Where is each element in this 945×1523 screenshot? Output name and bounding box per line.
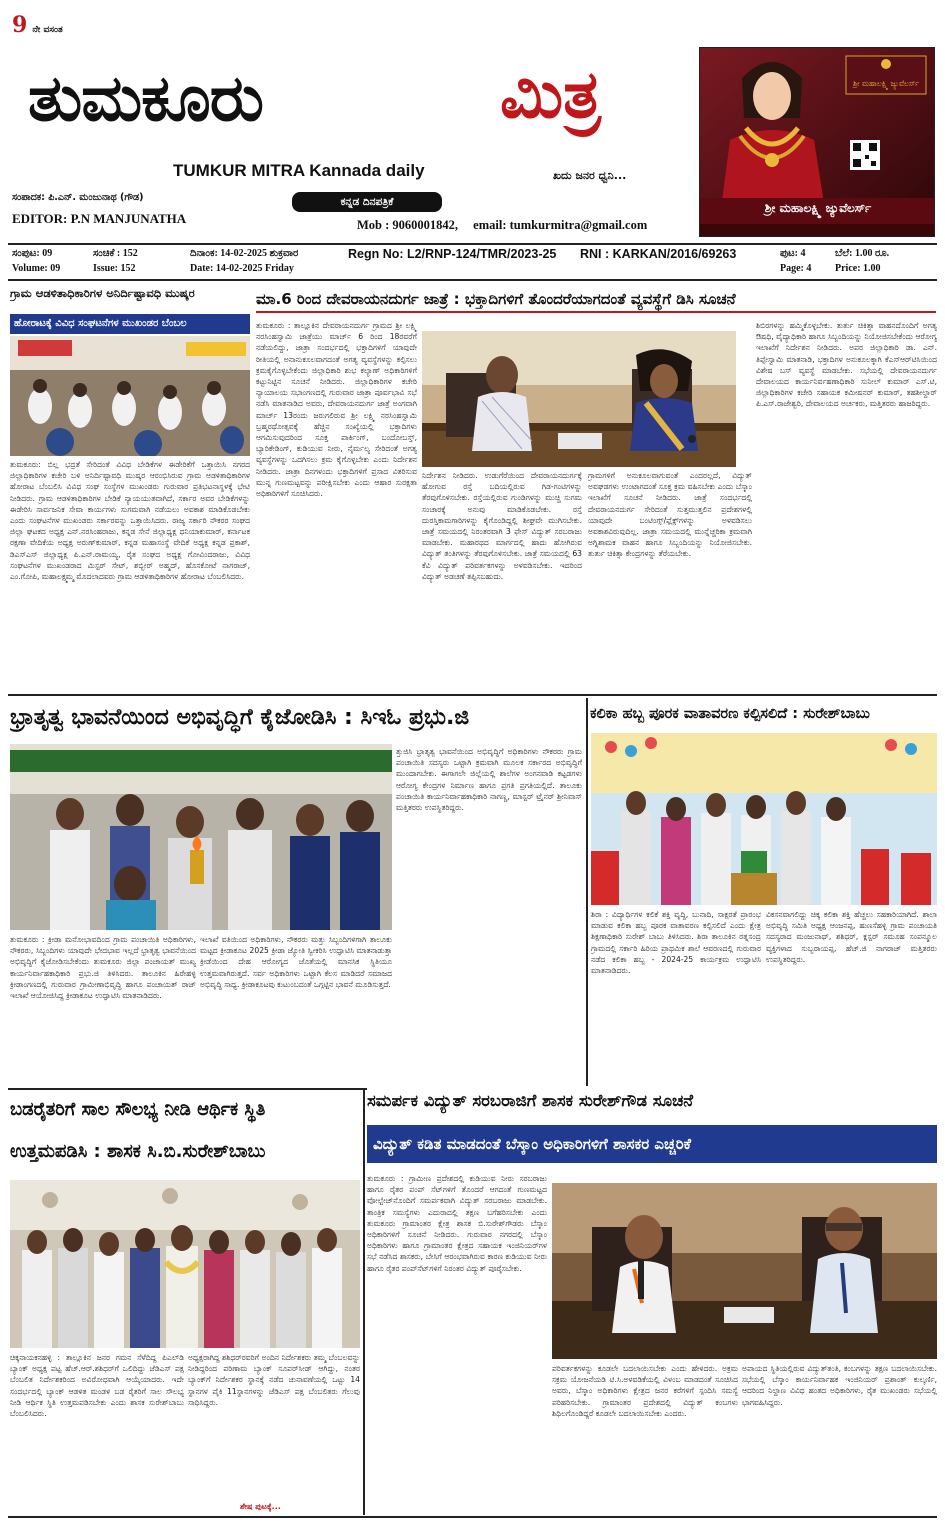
story5-group-photo [10,1180,360,1348]
date-english: Date: 14-02-2025 Friday [190,263,294,274]
rni-number: RNI : KARKAN/2016/69263 [580,247,737,261]
story2-col4: ಶಿಬಿರಗಳನ್ನು ಹಮ್ಮಿಕೊಳ್ಳಬೇಕು. ತುರ್ತು ಚಿಕಿತ್ಸಾ ವಾಹನದೊಂದಿಗೆ ಅಗತ್ಯ ಔಷಧಿ, ವೈದ್ಯಾಧಿಕಾರಿ ಹಾಗೂ ಸಿಬ್ಬಂದಿಯನ್ನು ನಿಯೋಜಿಸಬೇಕೆಂದು ಆರೋಗ್ಯ ಇಲಾಖೆಗೆ ನಿರ್ದೇಶನ ನೀಡಿದರು. ಅಪರ ಜಿಲ್ಲಾಧಿಕಾರಿ ಡಾ. ಎನ್. ತಿಪ್ಪೇಸ್ವಾಮಿ ಮಾತನಾಡಿ, ಭಕ್ತಾದಿಗಳ ಅನುಕೂಲಕ್ಕಾಗಿ ಕೆಎಸ್‌ಆರ್‌ಟಿಸಿಯಿಂದ ವಿಶೇಷ ಬಸ್ ವ್ಯವಸ್ಥೆ ಮಾಡಬೇಕು. ಸಭೆಯಲ್ಲಿ ದೇವರಾಯನದುರ್ಗ ದೇವಾಲಯದ ಕಾರ್ಯನಿರ್ವಹಣಾಧಿಕಾರಿ ಸುನೀಲ್ ಕುಮಾರ್ ಎಸ್.ಟಿ, ಜಿಲ್ಲಾಧಿಕಾರಿಗಳ ಕಚೇರಿ ಸಹಾಯಕ ಕಮೀಷನರ್ ಕುಮಾರ್, ತಹಶೀಲ್ದಾರ್ ಪಿ.ಎಸ್.ರಾಜೇಶ್ವರಿ, ದೇವಾಲಯದ ಅರ್ಚಕರು, ಮತ್ತಿತರರು ಹಾಜರಿದ್ದರು. [756,321,937,409]
story2-headline: ಮಾ.6 ರಿಂದ ದೇವರಾಯನದುರ್ಗ ಜಾತ್ರೆ : ಭಕ್ತಾದಿಗಳಿಗೆ ತೊಂದರೆಯಾಗದಂತೆ ವ್ಯವಸ್ಥೆಗೆ ಡಿಸಿ ಸೂಚನೆ [256,285,936,313]
story3-col2: ಇಲಾಖೆ ವತಿಯಿಂದ ಅಧಿಕಾರಿಗಳು, ನೌಕರರು ಮತ್ತು ಸಿಬ್ಬಂದಿಗಳಿಗಾಗಿ ತಾಲೂಕು ಮಟ್ಟದ ಕ್ರೀಡಾಕೂಟ 2025 ಕ್ರೀಡಾ ಜ್ಯೋತಿ ಸ್ವೀಕರಿಸಿ ಉದ್ಘಾಟಿಸಿ ಮಾತನಾಡುತ್ತಾ ಕ್ರೀಡೆಯಿಂದ ದೇಹ ಆರೋಗ್ಯದ ಜೊತೆಯಲ್ಲಿ ಮಾನಸಿಕ ಸ್ಥಿತಿಯೂ ಉತ್ತಮವಾಗಿರುತ್ತದೆ. ಸರ್ವ ಅಧಿಕಾರಿಗಳು ಒಟ್ಟಾಗಿ ಕೆಲಸ ಮಾಡಿದರೆ ಸಮಾಜದ ಅಭಿವೃದ್ಧಿ ಸಾಧ್ಯ. ಕ್ರೀಡಾಕೂಟವು ಕುಟುಂಬದಂತೆ ಒಗ್ಗಟ್ಟಿನ ಭಾವನೆ ಮೂಡಿಸುತ್ತದೆ. [200,935,392,989]
email-address: email: tumkurmitra@gmail.com [473,218,648,232]
story5-col1: ಚಿಕ್ಕನಾಯಕನಹಳ್ಳಿ : ತಾಲ್ಲೂಕಿನ ಜನರ ಗಮನ ಸೆಳೆದಿದ್ದ ಪಿಎಲ್‌ಡಿ ಬ್ಯಾಂಕ್ ಅಧ್ಯಕ್ಷ ಪಟ್ಟ ಹೆಚ್.ಆರ್.ಶಶಿಧರ್‌ಗೆ ಒಲಿದಿದ್ದು ಜೆಡಿಎಸ್ ಪಕ್ಷ ಬೆಂಬಲಿತ ನಿರ್ದೇಶಕರಿಂದ ಅವಿರೋಧವಾಗಿ ಆಯ್ಕೆಯಾದರು. ಇದೇ ಸಂದರ್ಭದಲ್ಲಿ ಬ್ಯಾಂಕ್ ಆಡಳಿತ ಮಂಡಳಿ ಬಡ ರೈತರಿಗೆ ಸಾಲ ಸೌಲಭ್ಯ ನೀಡಿ ಆರ್ಥಿಕ ಸ್ಥಿತಿ ಉತ್ತಮಪಡಿಸಬೇಕು ಎಂದು ಶಾಸಕ ಸುರೇಶ್‌ಬಾಬು ಬೆಂಬಲಿಸಿದರು. [10,1353,184,1419]
issue-english: Issue: 152 [93,263,136,274]
story3-col3: ತ್ತುಜಿಸಿ ಭ್ರಾತೃತ್ವ ಭಾವನೆಯಿಂದ ಅಭಿವೃದ್ಧಿಗೆ ಅಧಿಕಾರಿಗಳು ನೌಕರರು ಗ್ರಾಮ ಪಂಚಾಯಿತಿ ಸದಸ್ಯರು ಒಟ್ಟಾಗಿ ಕ್ರಮವಾಗಿ ಮೂಲಕ ಸರ್ಕಾರದ ಅಭಿವೃದ್ಧಿಗೆ ಮುಂದಾಗಬೇಕು. ಈಗಾಗಲೇ ಜಿಲ್ಲೆಯಲ್ಲಿ ಶಾಲೆಗಳ ಅಂಗನವಾಡಿ ಕಟ್ಟಡಗಳು ಆರೋಗ್ಯ ಕೇಂದ್ರಗಳ ನಿರ್ಮಾಣ ಹಾಗೂ ಪ್ರಗತಿ ಪ್ರಗತಿಯಲ್ಲಿದೆ. ತಾಲೂಕು ಪಂಚಾಯಿತಿ ಕಾರ್ಯನಿರ್ವಾಹಕಾಧಿಕಾರಿ ನಾಗಣ್ಣ, ಮಾಸ್ಟರ್ ಟ್ರೈನರ್ ಶ್ರೀನಿವಾಸ್ ಮತ್ತಿತರರು ಉಪಸ್ಥಿತರಿದ್ದರು. [396,747,582,813]
editor-english: EDITOR: P.N MANJUNATHA [12,211,187,226]
edition-word: ನೇ ವಸಂತ [32,25,63,35]
story6-col2: ಪರಿವರ್ತಕಗಳನ್ನು ಕೂಡಲೇ ಬದಲಾಯಿಸಬೇಕು ಎಂದು ಹೇಳಿದರು. ಅಕ್ರಮ ಸಕ್ರಮ ಯೋಜನೆಯಡಿ ಟಿ.ಸಿ.ಅಳವಡಿಕೆಯಲ್ಲಿ ವಿಳಂಬ ಮಾಡದಂತೆ ಸೂಚಿಸಿದ ಅವರು, ಬೆಸ್ಕಾಂ ಅಧಿಕಾರಿಗಳು ಕ್ಷೇತ್ರದ ಜನರ ಕರೆಗಳಿಗೆ ಸ್ಪಂದಿಸಿ ಸಮಸ್ಯೆ ಪರಿಹರಿಸಬೇಕು. ಗ್ರಾಮಾಂತರ ಪ್ರದೇಶದಲ್ಲಿ ವಿದ್ಯುತ್ ಕಂಬಗಳು ಶಿಥಿಲಗೊಂಡಿದ್ದರೆ ಕೂಡಲೇ ಬದಲಾಯಿಸಬೇಕು ಎಂದರು. [552,1364,738,1418]
story6-headline: ಸಮರ್ಪಕ ವಿದ್ಯುತ್ ಸರಬರಾಜಿಗೆ ಶಾಸಕ ಸುರೇಶ್‌ಗೌಡ ಸೂಚನೆ [367,1086,937,1116]
story2-col2: ನಿರ್ದೇಶನ ನೀಡಿದರು. ಉಡುಗೆರೆಯಿಂದ ದೇವರಾಯನದುರ್ಗಕ್ಕೆ ಹೋಗುವ ರಸ್ತೆ ಬದಿಯಲ್ಲಿರುವ ಗಿಡ-ಗಂಟಿಗಳನ್ನು ತೆರವುಗೊಳಿಸಬೇಕು. ರಸ್ತೆಯಲ್ಲಿರುವ ಗುಂಡಿಗಳನ್ನು ಮುಚ್ಚಿ ಸುಗಮ ಸಂಚಾರಕ್ಕೆ ಅನುವು ಮಾಡಿಕೊಡಬೇಕು. ರಸ್ತೆ ದುರಸ್ತಿಕಾಮಗಾರಿಗಳನ್ನು ಕೈಗೊಂಡಿದ್ದಲ್ಲಿ ಶೀಘ್ರವೇ ಮುಗಿಸಬೇಕು. ಜಾತ್ರೆ ಸಮಯದಲ್ಲಿ ನಿರಂತರವಾಗಿ 3 ಫೇಸ್ ವಿದ್ಯುತ್ ಸರಬರಾಜು ಮಾಡಬೇಕು. ಮಹಾರಥದ ಮಾರ್ಗದಲ್ಲಿ ಹಾದು ಹೋಗಿರುವ ವಿದ್ಯುತ್ ತಂತಿಗಳನ್ನು ತೆರವುಗೊಳಿಸಬೇಕು. ಜಾತ್ರೆ ಸಮಯದಲ್ಲಿ 63 ಕೆವಿ ವಿದ್ಯುತ್ ಪರಿವರ್ತಕಗಳನ್ನು ಅಳವಡಿಸಬೇಕು. ಇದರಿಂದ ವಿದ್ಯುತ್ ಅಡಚಣೆ ತಪ್ಪಿಸಬಹುದು. [422,471,582,581]
story3-headline: ಭ್ರಾತೃತ್ವ ಭಾವನೆಯಿಂದ ಅಭಿವೃದ್ಧಿಗೆ ಕೈಜೋಡಿಸಿ : ಸಿಇಓ ಪ್ರಭು.ಜಿ [10,698,582,738]
pages-kannada: ಪುಟ: 4 [780,248,806,259]
story5-continued: ಶೇಷ ಪುಟಕ್ಕೆ... [240,1502,281,1511]
contact-line [357,218,647,233]
registration-number: Regn No: L2/RNP-124/TMR/2023-25 [348,247,557,261]
story5-col2: ಅಧ್ಯಕ್ಷರಾಗಿದ್ದ ಶಶಿಧರ್‌ರವರಿಗೆ ಅಂದಿನ ನಿರ್ದೇಶಕರು ತಮ್ಮ ಬೆಂಬಲವನ್ನು ನೀಡಿದ್ದರಿಂದ ಪರಿಣಾಮ ಬ್ಯಾಂಕ್ ಸೂಪರ್‌ಸೀಡ್ ಆಗಿದ್ದು, ನಂತರ ಬ್ಯಾಂಕ್‌ಗೆ ನಿರ್ದೇಶಕರ ಸ್ಥಾನಕ್ಕೆ ನಡೆದ ಚುನಾವಣೆಯಲ್ಲಿ ಒಟ್ಟು 14 ಸ್ಥಾನಗಳ ಪೈಕಿ 11ಸ್ಥಾನಗಳನ್ನು ಜೆಡಿಎಸ್ ಪಕ್ಷ ಬೆಂಬಲಿತರು ಗೆಲುವು ಸಾಧಿಸಿದ್ದರು. [188,1353,360,1407]
story1-subhead: ಹೋರಾಟಕ್ಕೆ ವಿವಿಧ ಸಂಘಟನೆಗಳ ಮುಖಂಡರ ಬೆಂಬಲ [10,314,250,334]
story4-headline: ಕಲಿಕಾ ಹಬ್ಬ ಪೂರಕ ವಾತಾವರಣ ಕಲ್ಪಿಸಲಿದೆ : ಸುರೇಶ್‌ಬಾಬು [590,698,937,730]
story4-col2: ವಿಕಸನವಾಗಲಿದ್ದು ಚಿಕ್ಕ ಕಲಿಕಾ ಶಕ್ತಿ ಹೆಚ್ಚಲು ಸಹಕಾರಿಯಾಗಿದೆ. ಶಾಲಾ ಅಭಿವೃದ್ಧಿ ಸಮಿತಿ ಅಧ್ಯಕ್ಷ ಆಂಜನಪ್ಪ, ಹುಣಸೆಹಳ್ಳಿ ಗ್ರಾಮ ಪಂಚಾಯತಿ ಸದಸ್ಯರಾದ ಮಂಜುನಾಥ್, ಶಶಿಧರ್, ಕ್ಲಸ್ಟರ್ ಸಮೂಹ ಸಂಪನ್ಮೂಲ ವ್ಯಕ್ತಿಗಳಾದ ಸುಬ್ಬರಾಯಪ್ಪ, ಹೆಚ್.ಜಿ ನಾಗರಾಜ್ ಮತ್ತಿತರರು ಉಪಸ್ಥಿತರಿದ್ದರು. [766,910,937,964]
story3-sports-photo [10,744,392,930]
volume-kannada: ಸಂಪುಟ: 09 [12,248,53,259]
edition-marker [12,12,63,38]
story2-col1: ತುಮಕೂರು : ತಾಲ್ಲೂಕಿನ ದೇವರಾಯನದುರ್ಗ ಗ್ರಾಮದ ಶ್ರೀ ಲಕ್ಷ್ಮಿ ನರಸಿಂಹಸ್ವಾಮಿ ಜಾತ್ರೆಯು ಮಾರ್ಚ್ 6 ರಿಂದ 18ರವರೆಗೆ ನಡೆಯಲಿದ್ದು, ಜಾತ್ರಾ ಸಂದರ್ಭದಲ್ಲಿ ಭಕ್ತಾದಿಗಳಿಗೆ ಯಾವುದೇ ರೀತಿಯಲ್ಲಿ ಅನಾನುಕೂಲವಾಗದಂತೆ ಅಗತ್ಯ ವ್ಯವಸ್ಥೆಗಳನ್ನು ಕಲ್ಪಿಸಲು ಕ್ರಮಕೈಗೊಳ್ಳಬೇಕೆಂದು ಜಿಲ್ಲಾಧಿಕಾರಿ ಶುಭ ಕಲ್ಯಾಣ್ ಅಧಿಕಾರಿಗಳಿಗೆ ಕಟ್ಟುನಿಟ್ಟಿನ ಸೂಚನೆ ನೀಡಿದರು. ಜಿಲ್ಲಾಧಿಕಾರಿಗಳ ಕಚೇರಿ ನ್ಯಾಯಾಲಯ ಸಭಾಂಗಣದಲ್ಲಿ ಗುರುವಾರ ಜಾತ್ರಾ ಪೂರ್ವಭಾವಿ ಸಭೆ ನಡೆಸಿ ಮಾತನಾಡಿದ ಅವರು, ದೇವರಾಯನದುರ್ಗ ಜಾತ್ರೆ ಅಂಗವಾಗಿ ಮಾರ್ಚ್ 13ರಂದು ಜರುಗಲಿರುವ ಶ್ರೀ ಲಕ್ಷ್ಮಿ ನರಸಿಂಹಸ್ವಾಮಿ ಬ್ರಹ್ಮರಥೋತ್ಸವಕ್ಕೆ ಹೆಚ್ಚಿನ ಸಂಖ್ಯೆಯಲ್ಲಿ ಭಕ್ತಾದಿಗಳು ಆಗಮಿಸುವುದರಿಂದ ಸೂಕ್ತ ಪಾರ್ಕಿಂಗ್, ಬಂದೋಬಸ್ತ್, ಬ್ಯಾರಿಕೇಡಿಂಗ್, ಕುಡಿಯುವ ನೀರು, ನೈರ್ಮಲ್ಯ ಸೇರಿದಂತೆ ಅಗತ್ಯ ವ್ಯವಸ್ಥೆಗಳನ್ನು ಒದಗಿಸಲು ಕ್ರಮ ಕೈಗೊಳ್ಳಬೇಕು ಎಂದು ನಿರ್ದೇಶನ ನೀಡಿದರು. ಜಾತ್ರಾ ದಿನಗಳಂದು ಭಕ್ತಾದಿಗಳಿಗೆ ಪ್ರಸಾದ ವಿತರಿಸುವ ಮುನ್ನ ಗುಣಮಟ್ಟವನ್ನು ಪರೀಕ್ಷಿಸಬೇಕು ಎಂದು ಆಹಾರ ಸುರಕ್ಷತಾ ಅಧಿಕಾರಿಗಳಿಗೆ ಸೂಚಿಸಿದರು. [256,321,417,499]
masthead-subtitle: TUMKUR MITRA Kannada daily [173,161,425,180]
page-english: Page: 4 [780,263,812,274]
price-kannada: ಬೆಲೆ: 1.00 ರೂ. [835,248,890,259]
masthead-title-right: ಮಿತ್ರ [500,55,601,133]
story1-body: ತುಮಕೂರು: ಬಿಲ್ಲ ಭದ್ರತೆ ಸೇರಿದಂತೆ ವಿವಿಧ ಬೇಡಿಕೆಗಳ ಈಡೇರಿಕೆಗೆ ಒತ್ತಾಯಿಸಿ ನಗರದ ಜಿಲ್ಲಾಧಿಕಾರಿಗಳ ಕಚೇರಿ ಬಳಿ ಅನಿರ್ದಿಷ್ಟಾವಧಿ ಮುಷ್ಕರ ಆರಂಭಿಸಿರುವ ಗ್ರಾಮ ಆಡಳಿತಾಧಿಕಾರಿಗಳ ಹೋರಾಟ ಬೆಂಬಲಿಸಿ ವಿವಿಧ ಸಂಘ ಸಂಸ್ಥೆಗಳ ಮುಖಂಡರು ಗುರುವಾರ ಪ್ರತಿಭಟನಾಸ್ಥಳಕ್ಕೆ ಭೇಟಿ ನೀಡಿದರು. ಗ್ರಾಮ ಆಡಳಿತಾಧಿಕಾರಿಗಳ ಬೇಡಿಕೆ ನ್ಯಾಯಯುತವಾಗಿದೆ, ಸರ್ಕಾರ ಅವರ ಬೇಡಿಕೆಗಳನ್ನು ಈಡೇರಿಸಿ ಸಾರ್ವಜನಿಕ ಸೇವಾ ಕಾರ್ಯಗಳು ಸುಗಮವಾಗಿ ನಡೆಯಲು ಅವಕಾಶ ಮಾಡಿಕೊಡಬೇಕು ಎಂದು ಸಂಘಟನೆಗಳ ಮುಖಂಡರು ಸರ್ಕಾರವನ್ನು ಒತ್ತಾಯಿಸಿದರು. ರಾಜ್ಯ ಸರ್ಕಾರಿ ನೌಕರರ ಸಂಘದ ಜಿಲ್ಲಾ ಘಟಕದ ಅಧ್ಯಕ್ಷ ಎನ್.ನರಸಿಂಹರಾಜು, ಕನ್ನಡ ಸೇನೆ ಜಿಲ್ಲಾಧ್ಯಕ್ಷ ಧನಿಯಾಕುಮಾರ್, ಕರ್ನಾಟಕ ರಕ್ಷಣಾ ವೇದಿಕೆಯ ಅಧ್ಯಕ್ಷ ಅರುಣ್‌ಕುಮಾರ್, ಕನ್ನಡ ಮಹಾಸಂಸ್ಥೆ ವೇದಿಕೆ ಅಧ್ಯಕ್ಷ ಕನ್ನಡ ಪ್ರಕಾಶ್, ಡಿಎಸ್‌ಎಸ್ ಜಿಲ್ಲಾಧ್ಯಕ್ಷ ಪಿ.ಎನ್.ರಾಮಯ್ಯ, ರೈತ ಸಂಘದ ಅಧ್ಯಕ್ಷ ಗೋವಿಂದರಾಜು, ವಿವಿಧ ಸಂಘಟನೆಗಳ ಮುಖಂಡರಾದ ಮಿಸ್ಟರ್ ಸೇಟ್, ಶಬ್ಬೀರ್ ಅಹ್ಮದ್, ಹೊಸಕೋಟೆ ನಾಗರಾಜ್, ಎಂ.ಗೋಪಿ, ಮಹಾಲಕ್ಷ್ಮಮ್ಮ ಮೊದಲಾದವರು ಗ್ರಾಮ ಆಡಳಿತಾಧಿಕಾರಿಗಳ ಹೋರಾಟ ಬೆಂಬಲಿಸಿದರು. [10,460,250,582]
story2-meeting-photo [422,331,736,467]
masthead-title-left: ತುಮಕೂರು [28,61,263,136]
story5-headline-line2: ಉತ್ತಮಪಡಿಸಿ : ಶಾಸಕ ಸಿ.ಬಿ.ಸುರೇಶ್‌ಬಾಬು [10,1132,360,1172]
story6-col3: ಅಪಾಯದ ಸ್ಥಿತಿಯಲ್ಲಿರುವ ವಿದ್ಯುತ್‌ತಂತಿ, ಕಂಬಗಳನ್ನು ತಕ್ಷಣ ಬದಲಾಯಿಸಬೇಕು. ಸಭೆಯಲ್ಲಿ ಬೆಸ್ಕಾಂ ಕಾರ್ಯನಿರ್ವಾಹಕ ಇಂಜಿನಿಯರ್ ಪ್ರಶಾಂತ್ ಕುಲ್ಕರ್ಣಿ, ಆದರಿಂದ ನಿಲ್ದಾಣ ವಿವಿಧ ಹಂತದ ಅಧಿಕಾರಿಗಳು, ರೈತ ಮುಖಂಡರು ಸಭೆಯಲ್ಲಿ ಭಾಗವಹಿಸಿದ್ದರು. [742,1364,937,1407]
jewellery-advertisement [699,47,935,237]
story2-col3: ಗ್ರಾಮಗಳಿಗೆ ಅನುಕೂಲವಾಗುವಂತೆ ಎಂದರಲ್ಲದೆ, ವಿದ್ಯುತ್ ಅವಘಡಗಳು ಉಂಟಾಗದಂತೆ ಸೂಕ್ತ ಕ್ರಮ ವಹಿಸಬೇಕು ಎಂದು ಬೆಸ್ಕಾಂ ಇಲಾಖೆಗೆ ಸೂಚನೆ ನೀಡಿದರು. ಜಾತ್ರೆ ಸಂದರ್ಭದಲ್ಲಿ ದೇವರಾಯನದುರ್ಗ ಸೇರಿದಂತೆ ಸುತ್ತಮುತ್ತಲಿನ ಪ್ರದೇಶಗಳಲ್ಲಿ ಯಾವುದೇ ಬಂಟಿಂಗ್ಸ್/ಫ್ಲೆಕ್ಸ್‌ಗಳನ್ನು ಅಳವಡಿಸಲು ಅವಕಾಶವಿರುವುದಿಲ್ಲ. ಜಾತ್ರಾ ಸಮಯದಲ್ಲಿ ಮುನ್ನೆಚ್ಚರಿಕಾ ಕ್ರಮವಾಗಿ ಅಗ್ನಿಶಾಮಕ ವಾಹನ ಹಾಗೂ ಸಿಬ್ಬಂದಿಯನ್ನು ನಿಯೋಜಿಸಬೇಕು. ತುರ್ತು ಚಿಕಿತ್ಸಾ ಕೇಂದ್ರಗಳನ್ನು ತೆರೆಯಬೇಕು. [588,471,752,559]
ad-brand-name: ಶ್ರೀ ಮಹಾಲಕ್ಷ್ಮಿ ಜ್ಯುವೆಲರ್ಸ್ [764,201,872,215]
price-english: Price: 1.00 [835,263,881,274]
story6-subhead: ವಿದ್ಯುತ್ ಕಡಿತ ಮಾಡದಂತೆ ಬೆಸ್ಕಾಂ ಅಧಿಕಾರಿಗಳಿಗೆ ಶಾಸಕರ ಎಚ್ಚರಿಕೆ [367,1125,937,1163]
daily-badge: ಕನ್ನಡ ದಿನಪತ್ರಿಕೆ [292,192,442,212]
editor-kannada: ಸಂಪಾದಕ: ಪಿ.ಎನ್. ಮಂಜುನಾಥ (ಗೌಡ) [12,192,144,203]
issue-kannada: ಸಂಚಿಕೆ : 152 [93,248,138,259]
volume-english: Volume: 09 [12,263,61,274]
story4-school-photo [591,733,937,905]
story4-col1: ಶಿರಾ : ವಿದ್ಯಾರ್ಥಿಗಳ ಕಲಿಕೆ ಶಕ್ತಿ ವೃದ್ಧಿ, ಬುನಾದಿ, ಸಾಕ್ಷರತೆ ಪ್ರಾರಂಭ ಮಾಡುವ ಕಲಿಕಾ ಹಬ್ಬ ಪೂರಕ ವಾತಾವರಣ ಕಲ್ಪಿಸಲಿದೆ ಎಂದು ಕ್ಷೇತ್ರ ಶಿಕ್ಷಣಾಧಿಕಾರಿ ಸುರೇಶ್ ಬಾಬು ತಿಳಿಸಿದರು. ಶಿರಾ ತಾಲೂಕಿನ ರತ್ನಸಂದ್ರ ಗ್ರಾಮದಲ್ಲಿ ಸರ್ಕಾರಿ ಹಿರಿಯ ಪ್ರಾಥಮಿಕ ಶಾಲೆ ಆವರಣದಲ್ಲಿ ಗುರುವಾರ ನಡೆದ ಕಲಿಕಾ ಹಬ್ಬ - 2024-25 ಕಾರ್ಯಕ್ರಮ ಉದ್ಘಾಟಿಸಿ ಮಾತನಾಡಿದರು. [591,910,761,976]
story6-col1: ತುಮಕೂರು : ಗ್ರಾಮೀಣ ಪ್ರದೇಶದಲ್ಲಿ ಕುಡಿಯುವ ನೀರು ಸರಬರಾಜು ಹಾಗೂ ರೈತರ ಪಂಪ್ ಸೆಟ್‌ಗಳಿಗೆ ತೊಂದರೆ ಆಗದಂತೆ ಗುಣಮಟ್ಟದ ವೋಲ್ಟೇಜ್‌ನೊಂದಿಗೆ ಸಮರ್ಪಕವಾಗಿ ವಿದ್ಯುತ್ ಸರಬರಾಜು ಮಾಡಬೇಕು. ತಾಂತ್ರಿಕ ಸಮಸ್ಯೆಗಳು ಎದುರಾದಲ್ಲಿ ತಕ್ಷಣ ಬಗೆಹರಿಸಬೇಕು ಎಂದು ತುಮಕೂರು ಗ್ರಾಮಾಂತರ ಕ್ಷೇತ್ರ ಶಾಸಕ ಬಿ.ಸುರೇಶ್‌ಗೌಡರು ಬೆಸ್ಕಾಂ ಅಧಿಕಾರಿಗಳಿಗೆ ಸೂಚನೆ ನೀಡಿದರು. ಗುರುವಾರ ನಗರದಲ್ಲಿ ಬೆಸ್ಕಾಂ ಅಧಿಕಾರಿಗಳು ಹಾಗೂ ಗ್ರಾಮಾಂತರ ಕ್ಷೇತ್ರದ ಸಹಾಯಕ ಇಂಜಿನಿಯರ್‌ಗಳ ಸಭೆ ನಡೆಸಿದ ಶಾಸಕರು, ಬೇಸಿಗೆ ಆರಂಭವಾಗಿರುವ ಕಾರಣ ಕುಡಿಯುವ ನೀರು ಹಾಗೂ ರೈತರ ಪಂಪ್‌ಸೆಟ್‌ಗಳಿಗೆ ನಿರಂತರ ವಿದ್ಯುತ್ ಪೂರೈಸಬೇಕು. [367,1174,547,1273]
date-kannada: ದಿನಾಂಕ: 14-02-2025 ಶುಕ್ರವಾರ [190,248,299,259]
story1-headline: ಗ್ರಾಮ ಆಡಳಿತಾಧಿಕಾರಿಗಳ ಅನಿರ್ದಿಷ್ಟಾವಧಿ ಮುಷ್ಕರ [10,286,195,300]
mobile-number: Mob : 9060001842, [357,218,459,232]
story5-headline-line1: ಬಡರೈತರಿಗೆ ಸಾಲ ಸೌಲಭ್ಯ ನೀಡಿ ಆರ್ಥಿಕ ಸ್ಥಿತಿ [10,1090,360,1130]
edition-number: 9 [12,12,28,38]
story1-protest-photo [10,336,250,456]
story3-col1: ತುಮಕೂರು : ಕ್ರೀಡಾ ಮನೋಭಾವದಿಂದ ಗ್ರಾಮ ಪಂಚಾಯಿತಿ ಅಧಿಕಾರಿಗಳು, ನೌಕರರು, ಸಿಬ್ಬಂದಿಗಳು ಯಾವುದೇ ಭೇದಭಾವ ಇಲ್ಲದೆ ಭ್ರಾತೃತ್ವ ಭಾವನೆಯಿಂದ ಅಭಿವೃದ್ಧಿಗೆ ಕೈಜೋಡಿಸಬೇಕೆಂದು ತುಮಕೂರು ಜಿಲ್ಲಾ ಪಂಚಾಯತ್ ಮುಖ್ಯ ಕಾರ್ಯನಿರ್ವಾಹಕಾಧಿಕಾರಿ ಪ್ರಭು.ಜಿ ತಿಳಿಸಿದರು. ತಾಲೂಕಿನ ಹಿರೇಹಳ್ಳಿ ಕ್ರೀಡಾಂಗಣದಲ್ಲಿ ಗುರುವಾರ ಗ್ರಾಮೀಣಾಭಿವೃದ್ಧಿ ಹಾಗೂ ಪಂಚಾಯತ್ ರಾಜ್ ಇಲಾಖೆ ಆಯೋಜಿಸಿದ್ದ ಕ್ರೀಡಾಕೂಟ ಉದ್ಘಾಟಿಸಿ ಮಾತನಾಡಿದರು. [10,935,196,1001]
story6-meeting-photo [552,1183,937,1359]
masthead-tagline: ಖದು ಜನರ ಧ್ವನಿ... [553,169,627,182]
ad-logo-text: ಶ್ರೀ ಮಹಾಲಕ್ಷ್ಮಿ ಜ್ಯುವೆಲರ್ಸ್ [852,79,920,88]
